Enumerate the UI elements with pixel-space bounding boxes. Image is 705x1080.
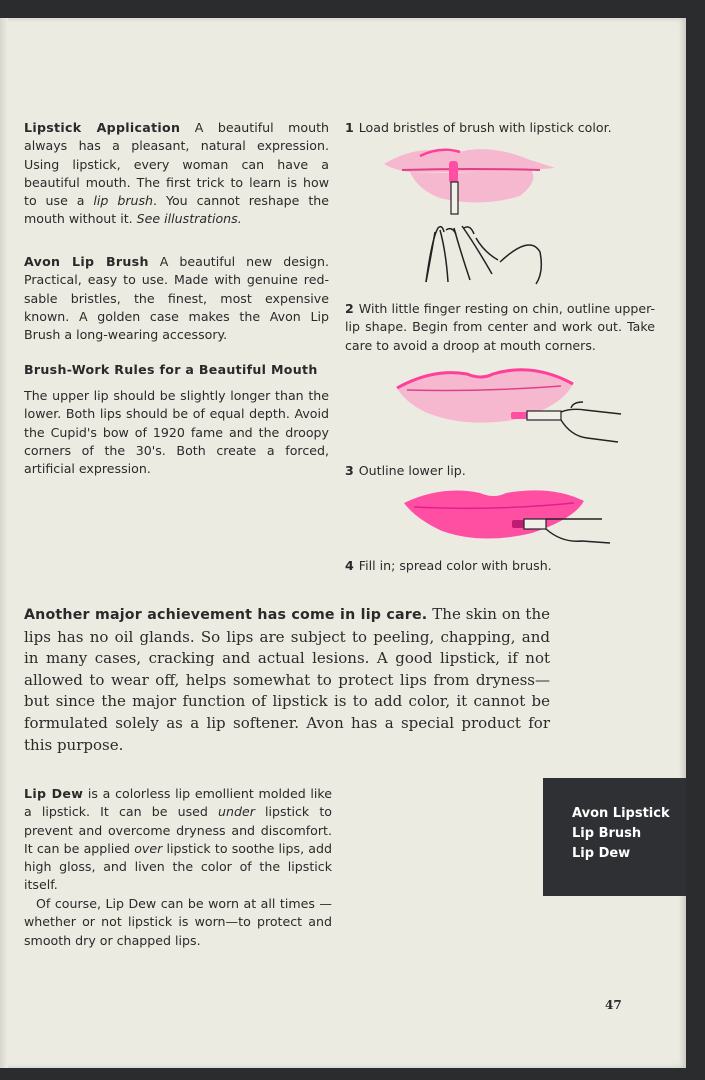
- lip-line: [402, 169, 540, 170]
- step-4: 4 Fill in; spread color with brush.: [345, 558, 552, 573]
- brush-handle: [451, 182, 458, 214]
- brush-handle: [524, 519, 546, 529]
- lower-lip-shape: [410, 169, 533, 203]
- lipstick-application-paragraph: Lipstick Application A beautiful mouth always has a pleasant, natural expression. Using lipstick, every woman can have a beautiful mouth. The first trick to learn is how to use a lip brush. You cannot reshape the mouth without it. See illustrations.: [24, 120, 329, 227]
- lipstick-tip: [449, 161, 458, 183]
- lip-dew-title: Lip Dew: [24, 786, 84, 801]
- product-sidebar: [543, 778, 686, 896]
- lip-dew-paragraph-2: Of course, Lip Dew can be worn at all times —whether or not lipstick is worn—to protect and smooth dry or chapped lips.: [24, 896, 332, 948]
- brush-work-title: Brush-Work Rules for a Beautiful Mouth: [24, 362, 318, 377]
- lip-care-lead: Another major achievement has come in lip care.: [24, 607, 428, 623]
- lipstick-application-title: Lipstick Application: [24, 120, 181, 135]
- illustration-outline-upper: [393, 362, 623, 452]
- hand-fingertips: [426, 227, 474, 282]
- lips-filled: [404, 490, 584, 538]
- lip-care-paragraph: Another major achievement has come in lip care. The skin on the lips has no oil glands. So lips are subject to peeling, chapping, and in many cases, cracking and actual lesions. A good lipstick, if not allowed to wear off, helps somewhat to protect lips from dryness—but since the major function of lipstick is to add color, it cannot be formulated solely as a lip softener. Avon has a special product for this purpose.: [24, 605, 551, 754]
- brush-handle: [527, 411, 561, 420]
- page-edge: [0, 18, 8, 1068]
- brush-work-paragraph: The upper lip should be slightly longer than the lower. Both lips should be of equal depth. Avoid the Cupid's bow of 1920 fame and the droopy corners of the 30's. Both create a forced, artificial expression.: [24, 388, 329, 477]
- brush-tip: [512, 520, 524, 528]
- lip-dew-paragraph: Lip Dew is a colorless lip emollient molded like a lipstick. It can be used under lipstick to prevent and overcome dryness and discomfort. It can be applied over lipstick to soothe lips, add high gloss, and liven the color of the lipstick itself.: [24, 786, 332, 893]
- page-number: 47: [605, 998, 622, 1012]
- avon-lip-brush-paragraph: Avon Lip Brush A beautiful new design. Practical, easy to use. Made with genuine red-sable bristles, the finest, most expensive known. A golden case makes the Avon Lip Brush a long-wearing accessory.: [24, 254, 330, 343]
- hand-outline: [426, 226, 541, 284]
- brush-tip: [511, 412, 527, 419]
- avon-lip-brush-title: Avon Lip Brush: [24, 254, 149, 269]
- step-1: 1 Load bristles of brush with lipstick color.: [345, 120, 612, 135]
- sidebar-item-lip-brush: Lip Brush: [572, 826, 642, 841]
- sidebar-item-avon-lipstick: Avon Lipstick: [572, 806, 670, 821]
- sidebar-item-lip-dew: Lip Dew: [572, 846, 631, 861]
- illustration-load-brush: [380, 142, 560, 292]
- step-2: 2 With little finger resting on chin, outline upper-lip shape. Begin from center and work out. Take care to avoid a droop at mouth corners.: [345, 301, 655, 353]
- step-3: 3 Outline lower lip.: [345, 463, 466, 478]
- hand-lines: [561, 402, 621, 442]
- illustration-fill-lips: [402, 483, 617, 553]
